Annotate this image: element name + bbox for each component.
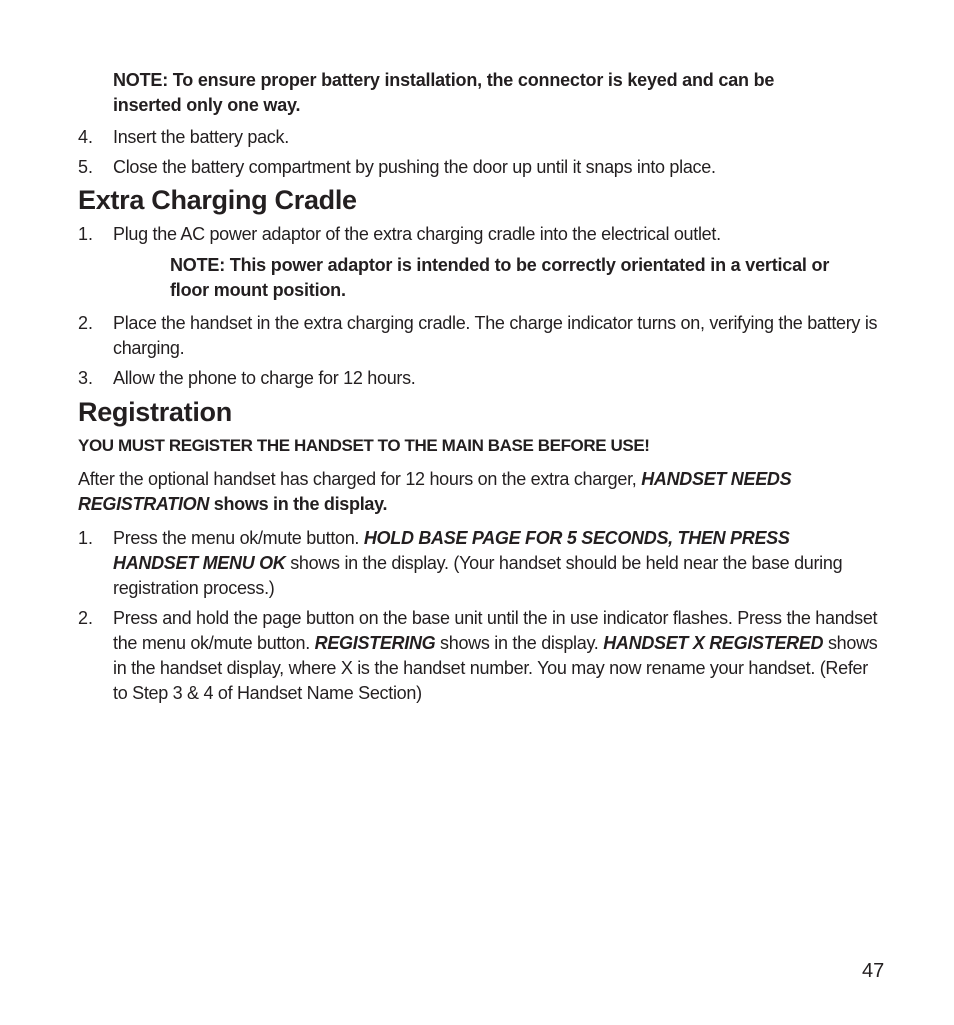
display-message: REGISTERING <box>314 633 436 653</box>
step-text: Press the menu ok/mute button. <box>113 528 364 548</box>
step-number: 2. <box>78 313 94 333</box>
display-message: HOLD BASE PAGE FOR 5 SECONDS, THEN PRESS HANDSET MENU OK <box>113 528 790 573</box>
intro-text-bold: shows in the display. <box>209 494 388 514</box>
registration-warning: YOU MUST REGISTER THE HANDSET TO THE MAIN BASE BEFORE USE! <box>78 436 650 455</box>
step-text: shows in the display. (Your handset should be held near the base during registration process.) <box>113 553 843 598</box>
adaptor-note: NOTE: This power adaptor is intended to be correctly orientated in a vertical or floor mount position. <box>170 255 830 300</box>
battery-note: NOTE: To ensure proper battery installation, the connector is keyed and can be inserted only one way. <box>113 70 775 115</box>
step-text: Press and hold the page button on the base unit until the in use indicator flashes. Press the handset the menu ok/mute button. <box>113 608 878 653</box>
step-plug-adaptor: Plug the AC power adaptor of the extra charging cradle into the electrical outlet. <box>113 224 721 244</box>
step-text: shows in the display. <box>435 633 604 653</box>
step-charge-hours: Allow the phone to charge for 12 hours. <box>113 368 416 388</box>
section-heading-cradle: Extra Charging Cradle <box>78 185 357 215</box>
page-number: 47 <box>862 960 885 982</box>
step-press-menu <box>113 526 873 601</box>
step-number: 5. <box>78 157 94 177</box>
registration-intro <box>78 467 878 517</box>
step-hold-page <box>113 606 883 706</box>
intro-text: After the optional handset has charged for 12 hours on the extra charger, <box>78 469 642 489</box>
step-number: 3. <box>78 368 94 388</box>
step-close-compartment: Close the battery compartment by pushing the door up until it snaps into place. <box>113 157 716 177</box>
step-number: 1. <box>78 528 94 548</box>
display-message: HANDSET NEEDS REGISTRATION <box>78 469 792 514</box>
step-text: shows in the handset display, where X is the handset number. You may now rename your handset. (Refer to Step 3 & 4 of Handset Name Section) <box>113 633 878 703</box>
step-number: 1. <box>78 224 94 244</box>
section-heading-registration: Registration <box>78 397 232 427</box>
step-place-handset: Place the handset in the extra charging cradle. The charge indicator turns on, verifying the battery is charging. <box>113 313 878 358</box>
display-message: HANDSET X REGISTERED <box>603 633 824 653</box>
step-insert-battery: Insert the battery pack. <box>113 127 289 147</box>
step-number: 2. <box>78 608 94 628</box>
step-number: 4. <box>78 127 94 147</box>
